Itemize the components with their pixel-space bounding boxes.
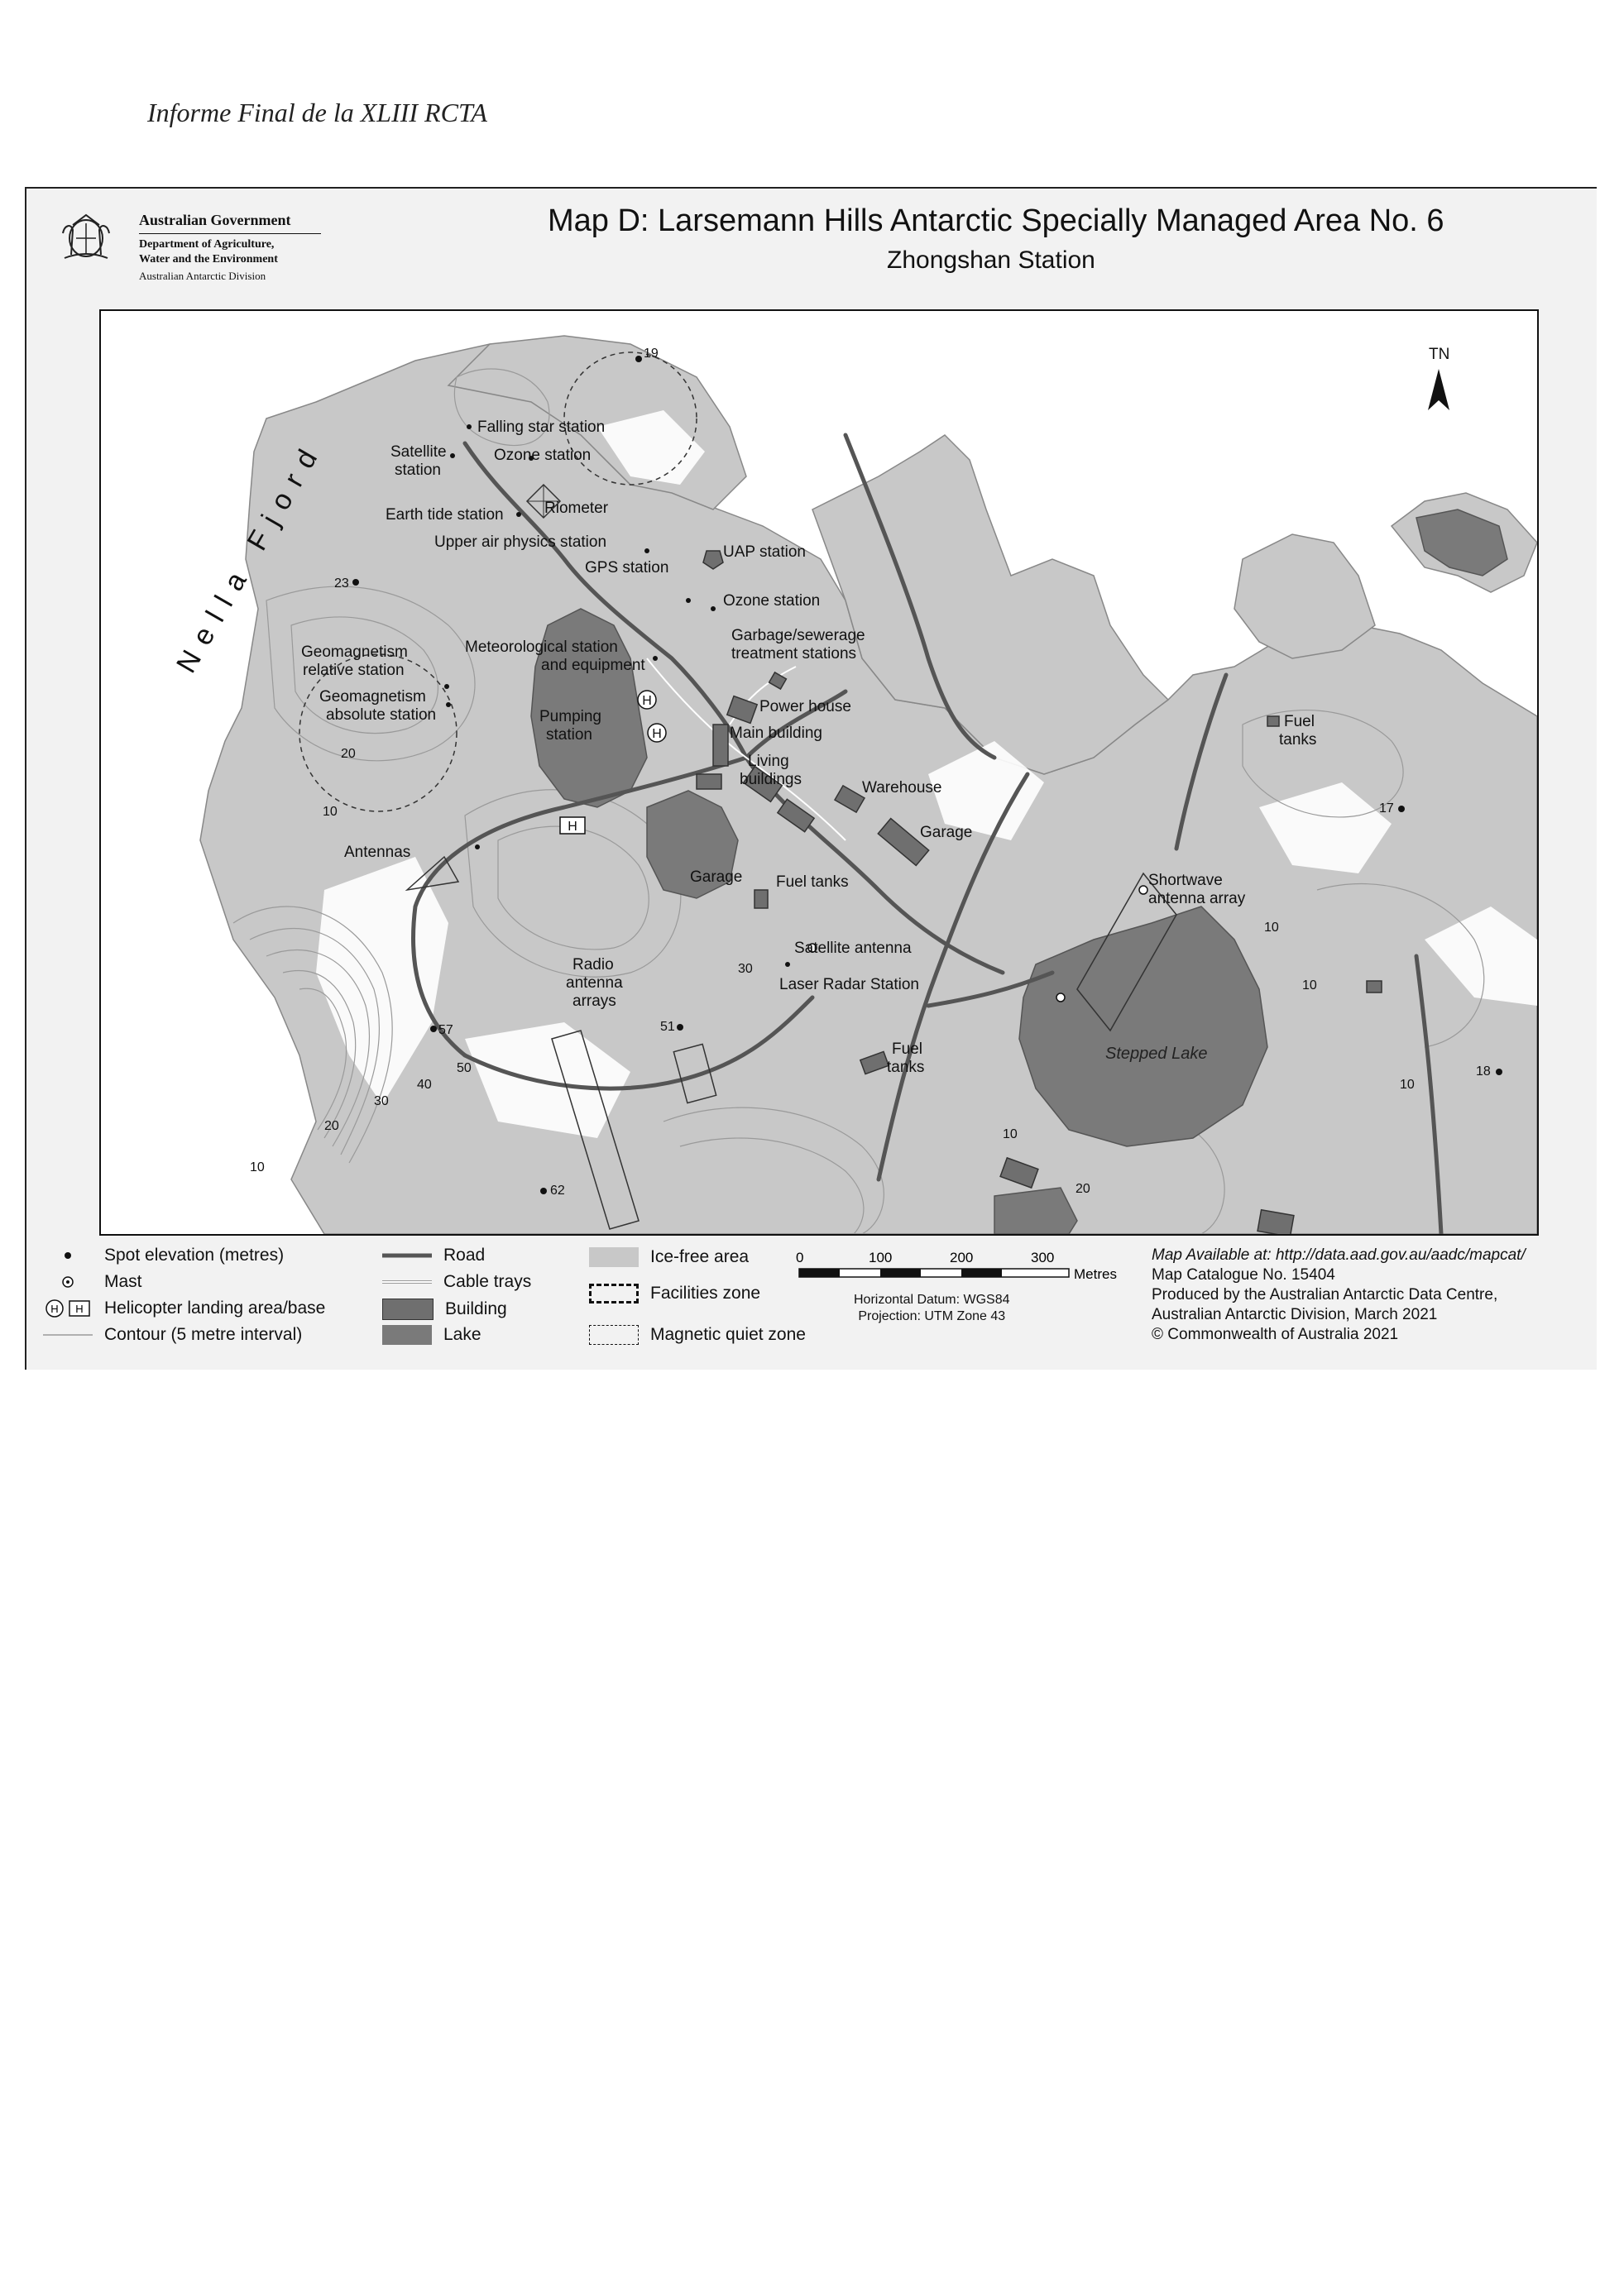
label-geomag-rel-2: relative station	[303, 662, 405, 679]
building-fuel-tanks-right	[1267, 716, 1279, 726]
label-garbage-2: treatment stations	[731, 645, 857, 662]
credit-produced-2: Australian Antarctic Division, March 2021	[1152, 1306, 1438, 1323]
building-main	[713, 725, 728, 766]
label-satellite-antenna: Satellite antenna	[794, 940, 912, 957]
label-radio-1: Radio	[572, 956, 614, 973]
contour-label: 10	[250, 1160, 265, 1174]
contour-label: 20	[1075, 1182, 1090, 1196]
contour-label: 10	[1264, 921, 1279, 935]
label-pumping-2: station	[546, 726, 592, 744]
label-upper-air: Upper air physics station	[434, 533, 607, 551]
legend-spot-elevation: Spot elevation (metres)	[43, 1246, 284, 1265]
north-label: TN	[1429, 346, 1450, 363]
contour-line-icon	[43, 1325, 93, 1345]
contour-label: 20	[341, 747, 356, 761]
svg-text:H: H	[75, 1303, 84, 1315]
contour-label: 10	[1302, 978, 1317, 993]
org-division: Australian Antarctic Division	[139, 270, 266, 282]
contour-label: 10	[323, 805, 338, 819]
building-swatch	[382, 1299, 434, 1320]
datum-projection: Projection: UTM Zone 43	[858, 1309, 1006, 1323]
contour-label: 10	[1400, 1078, 1415, 1092]
label-laser-radar: Laser Radar Station	[779, 976, 919, 993]
org-department-line1: Department of Agriculture,	[139, 238, 275, 251]
datum-horizontal: Horizontal Datum: WGS84	[854, 1293, 1010, 1307]
svg-text:H: H	[50, 1303, 59, 1315]
spot-23: 23	[334, 576, 349, 591]
label-power-house: Power house	[759, 698, 851, 715]
building-east	[1367, 981, 1382, 993]
spot-17: 17	[1379, 801, 1394, 816]
legend-contour: Contour (5 metre interval)	[43, 1325, 302, 1345]
map-legend	[26, 1246, 1598, 1370]
label-geomag-abs-1: Geomagnetism	[319, 688, 426, 706]
legend-mast: Mast	[43, 1272, 142, 1292]
label-living-2: buildings	[740, 771, 802, 788]
label-garage-left: Garage	[690, 868, 743, 886]
label-satellite-station-2: station	[395, 462, 441, 479]
credit-produced-1: Produced by the Australian Antarctic Data Centre,	[1152, 1286, 1498, 1303]
legend-building: Building	[382, 1299, 507, 1320]
road-icon	[382, 1246, 432, 1265]
map-svg	[101, 311, 1537, 1234]
label-met-2: and equipment	[541, 657, 645, 674]
label-satellite-station-1: Satellite	[390, 443, 447, 461]
magnetic-quiet-icon	[589, 1325, 639, 1345]
contour-label: 10	[1003, 1127, 1018, 1141]
datum-block	[854, 1292, 1010, 1325]
spot-57: 57	[438, 1023, 453, 1037]
helicopter-icon	[43, 1299, 93, 1318]
label-stepped-lake: Stepped Lake	[1105, 1045, 1208, 1063]
map-sheet	[25, 187, 1597, 1370]
map-canvas[interactable]	[99, 309, 1539, 1236]
scale-tick: 300	[1031, 1250, 1055, 1265]
north-arrow-icon	[1428, 346, 1449, 410]
scale-tick: 100	[869, 1250, 893, 1265]
label-main-building: Main building	[730, 725, 822, 742]
label-fuel-tanks-low-1: Fuel	[892, 1040, 922, 1058]
legend-helicopter: H H Helicopter landing area/base	[43, 1299, 325, 1318]
legend-facilities-zone: Facilities zone	[589, 1284, 760, 1303]
svg-text:H: H	[652, 727, 662, 741]
label-uap: UAP station	[723, 543, 806, 561]
svg-text:H: H	[642, 694, 652, 708]
building-pumping	[697, 774, 721, 789]
label-antennas: Antennas	[344, 844, 411, 861]
map-credits	[1152, 1246, 1526, 1345]
label-garbage-1: Garbage/sewerage	[731, 627, 865, 644]
mast-icon	[43, 1272, 93, 1292]
building-garage-left	[755, 890, 768, 908]
ice-free-area	[1234, 534, 1375, 658]
label-garage-right: Garage	[920, 824, 973, 841]
label-ozone-station-top: Ozone station	[494, 447, 592, 464]
lake-swatch	[382, 1325, 432, 1345]
facilities-zone-icon	[589, 1284, 639, 1303]
credit-available[interactable]: Map Available at: http://data.aad.gov.au/aadc/mapcat/	[1152, 1246, 1526, 1264]
label-shortwave-1: Shortwave	[1148, 872, 1223, 889]
label-radio-3: arrays	[572, 993, 616, 1010]
scale-tick: 0	[796, 1250, 804, 1265]
map-subtitle: Zhongshan Station	[887, 246, 1095, 274]
spot-19: 19	[644, 347, 659, 361]
org-department-line2: Water and the Environment	[139, 253, 278, 265]
contour-label: 50	[457, 1061, 472, 1075]
label-radio-2: antenna	[566, 974, 623, 992]
legend-ice-free: Ice-free area	[589, 1247, 749, 1267]
label-geomag-abs-2: absolute station	[326, 706, 437, 724]
spot-18: 18	[1476, 1064, 1491, 1079]
contour-label: 20	[324, 1119, 339, 1133]
credit-catalogue: Map Catalogue No. 15404	[1152, 1266, 1335, 1284]
credit-copyright: © Commonwealth of Australia 2021	[1152, 1326, 1399, 1343]
label-shortwave-2: antenna array	[1148, 890, 1246, 907]
label-living-1: Living	[748, 753, 789, 770]
ice-free-swatch	[589, 1247, 639, 1267]
coat-of-arms-icon	[56, 208, 116, 263]
label-fuel-tanks-low-2: tanks	[887, 1059, 925, 1076]
label-geomag-rel-1: Geomagnetism	[301, 643, 408, 661]
spot-dot-icon	[43, 1246, 93, 1265]
label-fuel-tanks-right-2: tanks	[1279, 731, 1317, 749]
label-fuel-tanks-mid: Fuel tanks	[776, 873, 849, 891]
label-falling-star: Falling star station	[477, 419, 606, 436]
label-gps: GPS station	[585, 559, 669, 576]
contour-label: 40	[417, 1078, 432, 1092]
spot-62: 62	[550, 1184, 565, 1198]
spot-51: 51	[660, 1020, 675, 1034]
scale-tick: 200	[950, 1250, 974, 1265]
label-met-1: Meteorological station	[465, 639, 618, 656]
label-warehouse: Warehouse	[862, 779, 942, 796]
legend-cable-trays: Cable trays	[382, 1272, 531, 1292]
legend-road: Road	[382, 1246, 485, 1265]
label-pumping-1: Pumping	[539, 708, 601, 725]
cable-tray-icon	[382, 1272, 432, 1292]
svg-text:H: H	[568, 820, 577, 834]
org-divider	[139, 233, 321, 234]
contour-label: 30	[374, 1094, 389, 1108]
label-earth-tide: Earth tide station	[386, 506, 504, 524]
map-title: Map D: Larsemann Hills Antarctic Specially Managed Area No. 6	[548, 203, 1444, 238]
org-government: Australian Government	[139, 212, 291, 228]
document-header: Informe Final de la XLIII RCTA	[147, 98, 487, 127]
label-riometer: Riometer	[544, 500, 609, 517]
lake	[994, 1188, 1077, 1234]
org-block	[56, 205, 329, 304]
label-ozone-station: Ozone station	[723, 592, 821, 610]
legend-lake: Lake	[382, 1325, 481, 1345]
contour-label: 30	[738, 962, 753, 976]
legend-magnetic-quiet: Magnetic quiet zone	[589, 1325, 806, 1345]
scale-unit: Metres	[1074, 1266, 1117, 1282]
label-fuel-tanks-right-1: Fuel	[1284, 713, 1315, 730]
fjord-label: Nella Fjord	[170, 434, 330, 678]
